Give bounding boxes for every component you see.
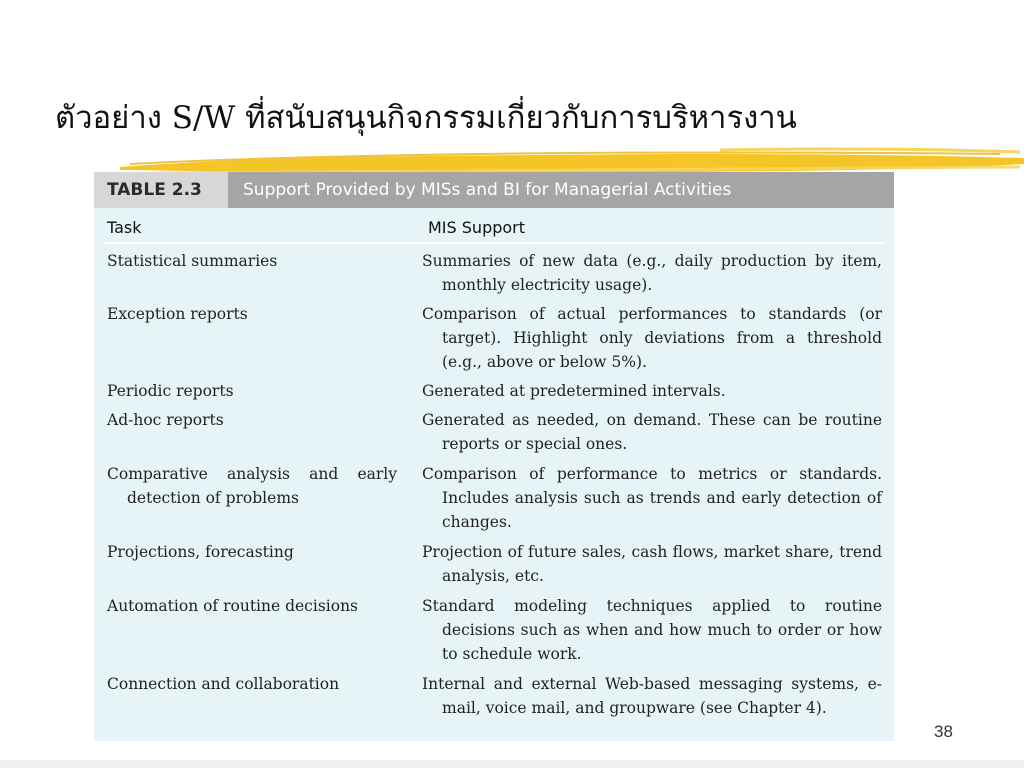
- support-cell: Generated as needed, on demand. These can be routine reports or special ones.: [422, 411, 882, 453]
- support-cell: Internal and external Web-based messaging systems, e-mail, voice mail, and groupware (see Chapter 4).: [422, 675, 882, 717]
- table-caption: Support Provided by MISs and BI for Managerial Activities: [243, 180, 732, 200]
- support-cell: Projection of future sales, cash flows, market share, trend analysis, etc.: [422, 543, 882, 585]
- footer-band: [0, 760, 1024, 768]
- task-cell: Automation of routine decisions: [107, 597, 359, 615]
- support-cell: Comparison of performance to metrics or standards. Includes analysis such as trends and early detection of changes.: [422, 465, 882, 531]
- task-cell: Statistical summaries: [107, 252, 278, 270]
- table-2-3: [94, 172, 894, 741]
- support-cell: Standard modeling techniques applied to routine decisions such as when and how much to order or how to schedule work.: [422, 597, 882, 663]
- slide-title: ตัวอย่าง S/W ที่สนับสนุนกิจกรรมเกี่ยวกับการบริหารงาน: [55, 100, 797, 136]
- support-cell: Generated at predetermined intervals.: [422, 382, 726, 400]
- task-cell: Connection and collaboration: [107, 675, 340, 693]
- support-cell: Comparison of actual performances to standards (or target). Highlight only deviations from a threshold (e.g., above or below 5%).: [422, 305, 882, 371]
- table-header-bar: [94, 172, 894, 208]
- task-cell: Ad-hoc reports: [107, 411, 224, 429]
- page-number: 38: [934, 722, 953, 741]
- table-number: TABLE 2.3: [94, 172, 228, 208]
- header-divider: [104, 242, 884, 244]
- support-cell: Summaries of new data (e.g., daily production by item, monthly electricity usage).: [422, 252, 882, 294]
- column-header-task: Task: [107, 218, 142, 237]
- task-cell: Exception reports: [107, 305, 248, 323]
- task-cell: Periodic reports: [107, 382, 234, 400]
- task-cell: Projections, forecasting: [107, 543, 294, 561]
- column-header-mis-support: MIS Support: [428, 218, 526, 237]
- task-cell: Comparative analysis and early detection of problems: [107, 465, 397, 507]
